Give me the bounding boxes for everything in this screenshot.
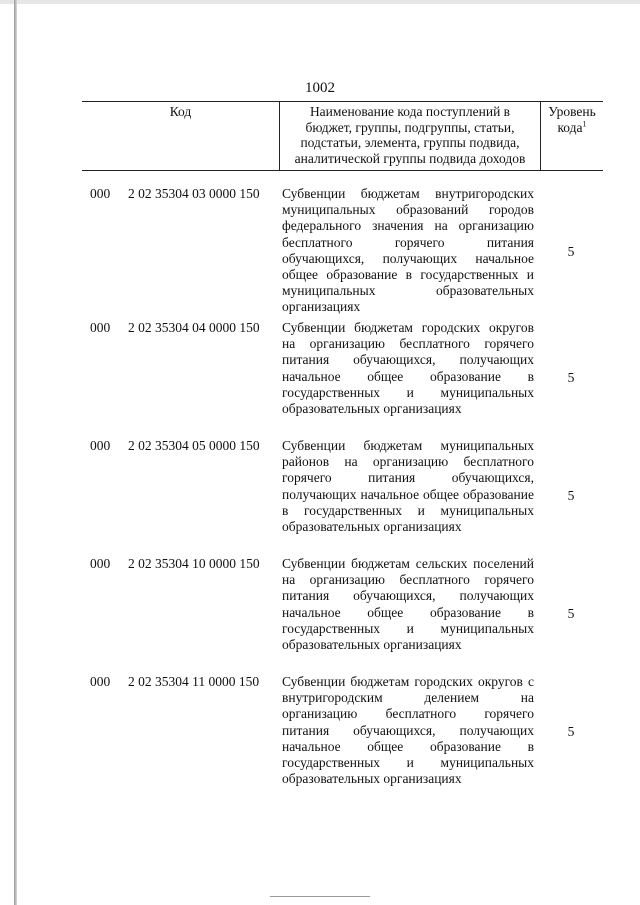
header-code: Код <box>169 104 192 119</box>
scan-bottom-mark <box>270 896 370 897</box>
scan-left-edge <box>14 0 17 905</box>
admin-code: 000 <box>90 320 111 335</box>
revenue-code: 2 02 35304 03 0000 150 <box>128 186 260 201</box>
admin-code: 000 <box>90 186 111 201</box>
header-level <box>540 102 603 170</box>
header-level-line <box>541 120 603 136</box>
header-name-line: аналитической группы подвида доходов <box>294 150 526 166</box>
footnote-marker: 1 <box>582 119 587 128</box>
revenue-name: Субвенции бюджетам городских округов на организацию бесплатного горячего питания обучающихся, получающих начальное общее образование в государственных и муниципальных образовательных организациях <box>282 320 534 417</box>
code-level: 5 <box>567 370 575 385</box>
table-header <box>82 101 603 171</box>
revenue-name: Субвенции бюджетам городских округов с внутригородским делением на организацию бесплатного горячего питания обучающихся, получающих начальное общее образование в государственных и муниципальных образовательных организациях <box>282 674 534 787</box>
header-name-line: подстатьи, элемента, группы подвида, <box>300 135 520 150</box>
code-level: 5 <box>567 724 575 739</box>
header-name-line: бюджет, группы, подгруппы, статьи, <box>305 119 515 135</box>
scan-top-edge <box>0 0 640 4</box>
revenue-code: 2 02 35304 04 0000 150 <box>128 320 260 335</box>
header-level-word: кода <box>557 119 583 135</box>
revenue-name: Субвенции бюджетам сельских поселений на организацию бесплатного горячего питания обучающихся, получающих начальное общее образование в государственных и муниципальных образовательных организациях <box>282 556 534 653</box>
header-name-line: Наименование кода поступлений в <box>309 104 511 119</box>
code-level: 5 <box>567 606 575 621</box>
header-level-line: Уровень <box>548 104 596 119</box>
revenue-code: 2 02 35304 05 0000 150 <box>128 438 260 453</box>
code-level: 5 <box>567 244 575 259</box>
revenue-name: Субвенции бюджетам муниципальных районов на организацию бесплатного горячего питания обучающихся, получающих начальное общее образование в государственных и муниципальных образовательных организациях <box>282 438 534 535</box>
header-name <box>279 102 540 170</box>
admin-code: 000 <box>90 438 111 453</box>
code-level: 5 <box>567 488 575 503</box>
admin-code: 000 <box>90 556 111 571</box>
revenue-code: 2 02 35304 10 0000 150 <box>128 556 260 571</box>
revenue-name: Субвенции бюджетам внутригородских муниципальных образований городов федерального значения на организацию бесплатного горячего питания обучающихся, получающих начальное общее образование в государственных и муниципальных образовательных организациях <box>282 186 534 315</box>
page-number: 1002 <box>305 80 335 96</box>
revenue-code: 2 02 35304 11 0000 150 <box>128 674 260 689</box>
admin-code: 000 <box>90 674 111 689</box>
